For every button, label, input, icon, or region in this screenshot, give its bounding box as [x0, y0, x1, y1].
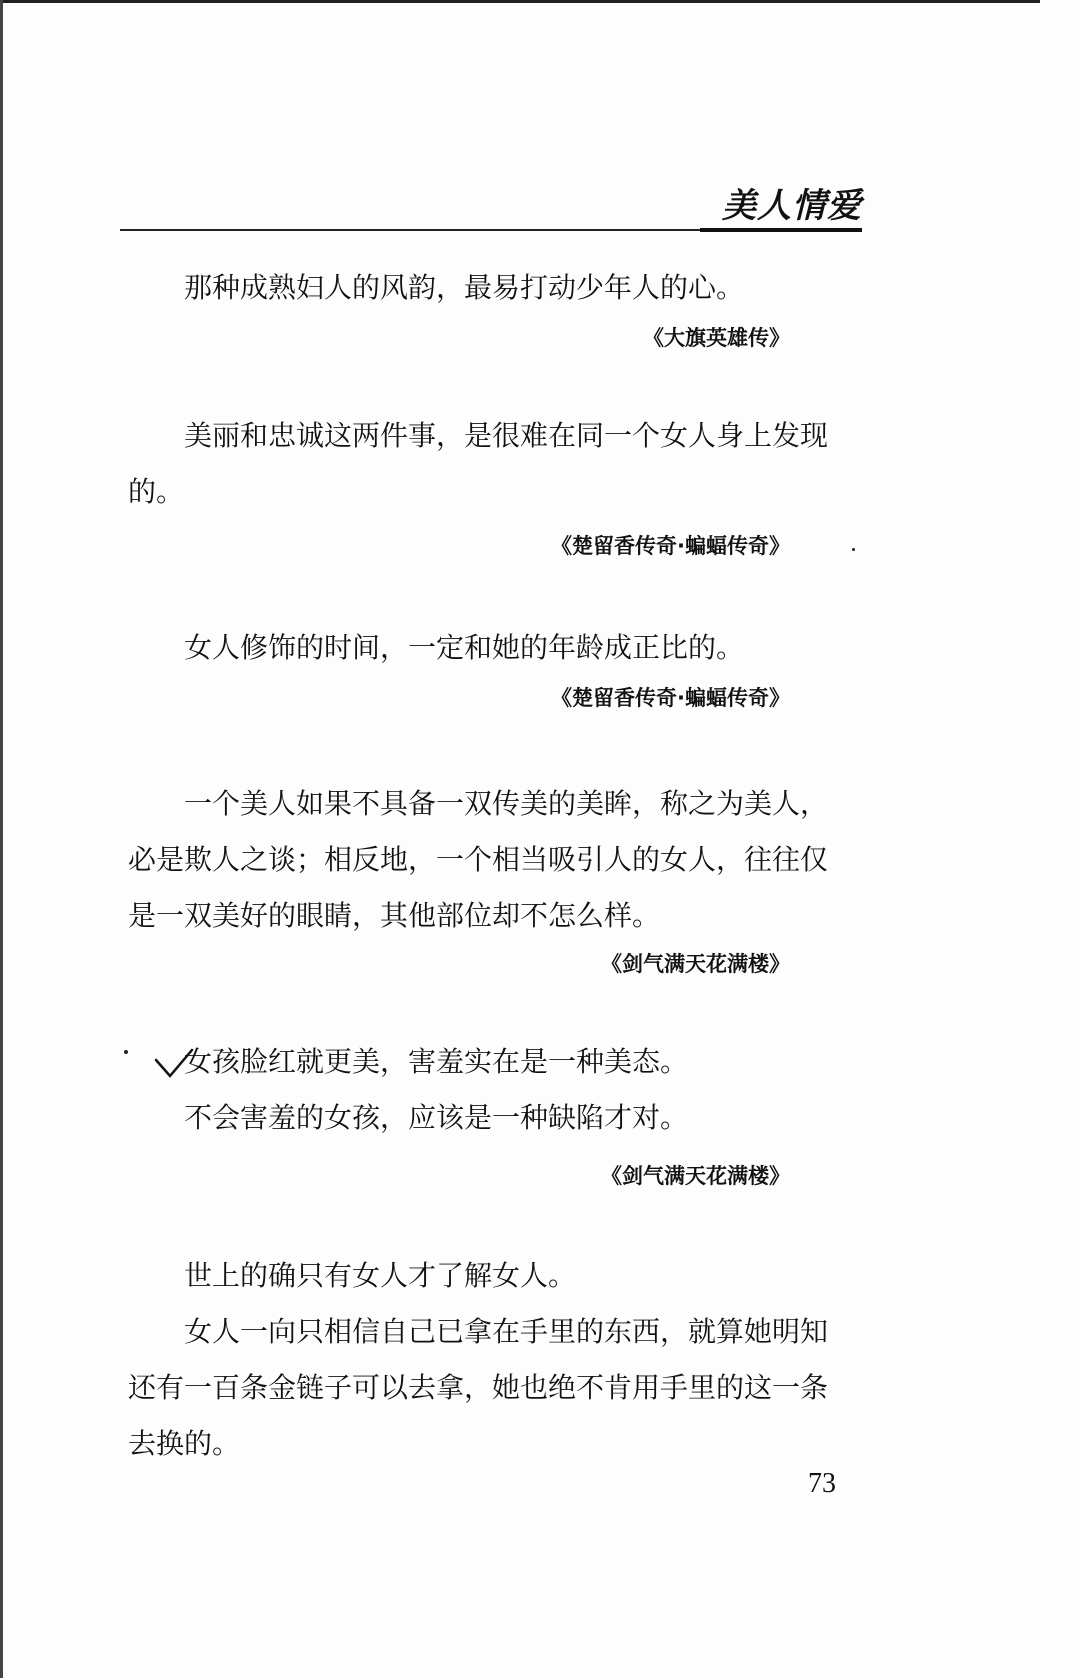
quote-3 — [128, 620, 888, 676]
quote-line: 女孩脸红就更美，害羞实在是一种美态。 — [184, 1045, 689, 1078]
quote-1 — [128, 260, 888, 316]
header-rule-accent — [700, 228, 862, 232]
quote-6 — [128, 1248, 888, 1472]
quote-line: 不会害羞的女孩，应该是一种缺陷才对。 — [184, 1101, 689, 1134]
quote-2-source: 《楚留香传奇·蝙蝠传奇》 — [551, 534, 790, 558]
quote-line: 的。 — [128, 475, 185, 508]
quote-line: 美丽和忠诚这两件事，是很难在同一个女人身上发现 — [184, 419, 829, 452]
left-border — [0, 0, 3, 1678]
quote-5-source: 《剑气满天花满楼》 — [601, 1164, 790, 1188]
top-border — [0, 0, 1040, 3]
quote-1-source: 《大旗英雄传》 — [643, 326, 790, 350]
quote-line: 还有一百条金链子可以去拿，她也绝不肯用手里的这一条 — [128, 1371, 829, 1404]
quote-5 — [128, 1034, 888, 1146]
ink-speck — [852, 548, 855, 551]
page-number: 73 — [808, 1468, 836, 1499]
quote-line: 去换的。 — [128, 1427, 241, 1460]
quote-line: 一个美人如果不具备一双传美的美眸，称之为美人， — [184, 787, 829, 820]
quote-4-source: 《剑气满天花满楼》 — [601, 952, 790, 976]
quote-line: 女人修饰的时间，一定和她的年龄成正比的。 — [184, 631, 745, 664]
quote-2 — [128, 408, 888, 520]
quote-line: 必是欺人之谈；相反地，一个相当吸引人的女人，往往仅 — [128, 843, 829, 876]
quote-line: 女人一向只相信自己已拿在手里的东西，就算她明知 — [184, 1315, 829, 1348]
quote-line: 那种成熟妇人的风韵，最易打动少年人的心。 — [184, 271, 745, 304]
quote-line: 是一双美好的眼睛，其他部位却不怎么样。 — [128, 899, 661, 932]
quote-line: 世上的确只有女人才了解女人。 — [184, 1259, 577, 1292]
quote-4 — [128, 776, 888, 944]
quote-3-source: 《楚留香传奇·蝙蝠传奇》 — [551, 686, 790, 710]
chapter-header-title: 美人情爱 — [722, 186, 862, 226]
